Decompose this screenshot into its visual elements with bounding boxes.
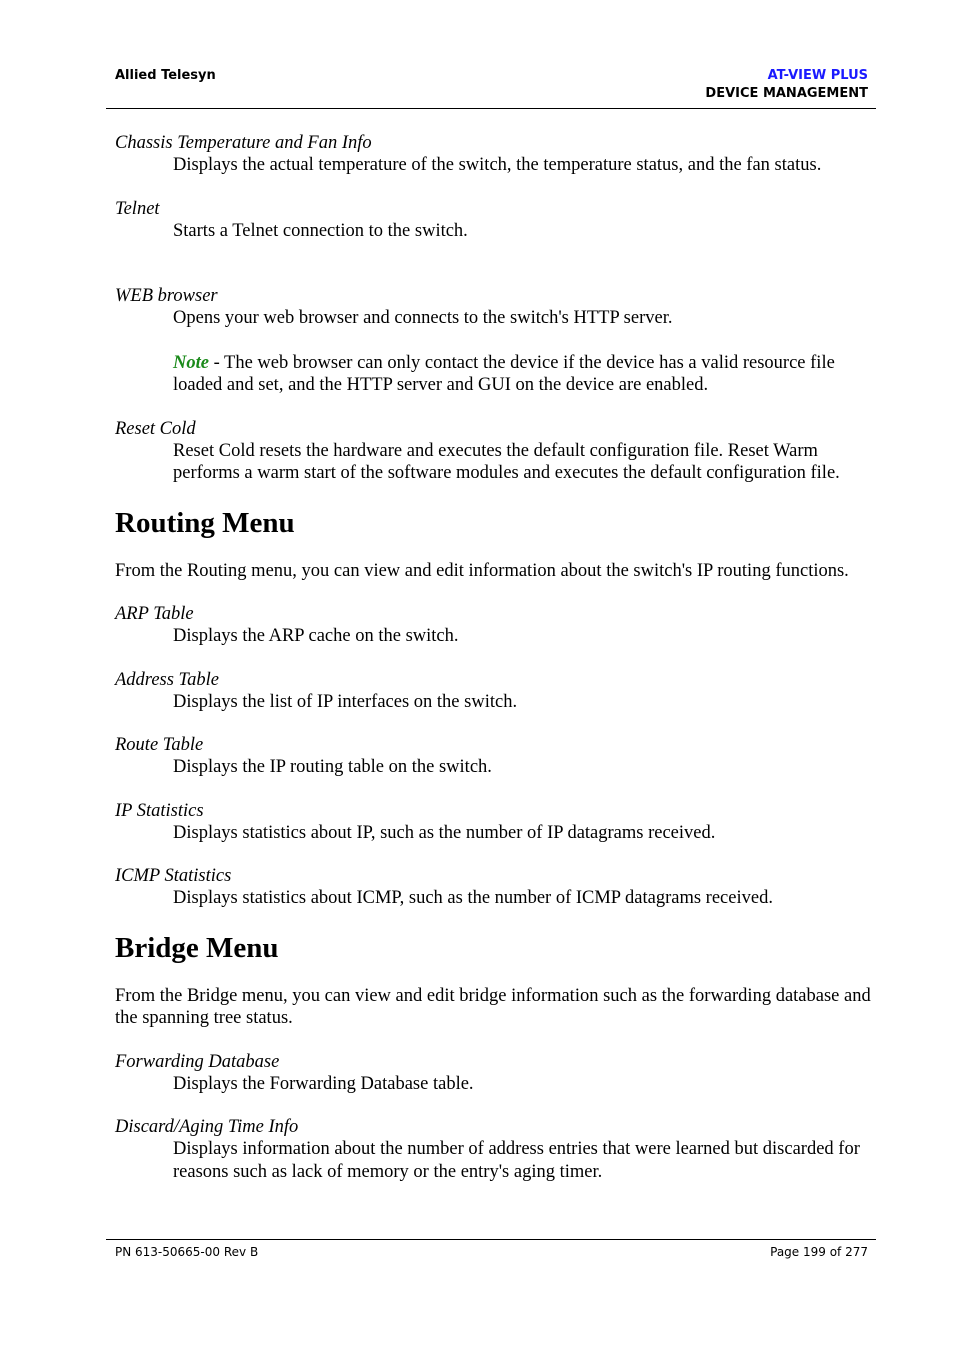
definition-entry [115,132,875,177]
definition-entry [115,865,875,910]
product-name: AT-VIEW PLUS [767,68,868,83]
page-footer [106,1239,876,1259]
definition-desc: Reset Cold resets the hardware and executes the default configuration file. Reset Warm performs a warm start of the software modules and executes the default configuration file. [173,440,840,483]
definition-entry [115,800,875,845]
definition-desc: Displays the list of IP interfaces on the switch. [173,691,518,712]
definition-entry [115,669,875,714]
definition-entry [115,198,875,243]
page-content [115,132,875,1204]
definition-entry [115,1116,875,1183]
routing-intro: From the Routing menu, you can view and edit information about the switch's IP routing functions. [115,560,849,581]
definition-term: IP Statistics [115,800,204,821]
definition-term: Chassis Temperature and Fan Info [115,133,372,153]
definition-term: ARP Table [115,604,194,624]
bridge-intro: From the Bridge menu, you can view and edit bridge information such as the forwarding database and the spanning tree status. [115,985,871,1028]
section-name: DEVICE MANAGEMENT [705,86,868,101]
definition-desc: Displays information about the number of address entries that were learned but discarded for reasons such as lack of memory or the entry's aging timer. [173,1139,860,1182]
part-number: PN 613-50665-00 Rev B [115,1245,259,1259]
definition-desc: Displays the ARP cache on the switch. [173,626,459,646]
definition-desc: Displays the Forwarding Database table. [173,1073,474,1094]
definition-desc: Displays statistics about ICMP, such as the number of ICMP datagrams received. [173,888,773,908]
note-paragraph [173,352,875,397]
page-header [106,64,876,109]
definition-entry [115,285,875,397]
definition-term: WEB browser [115,286,218,306]
definition-entry [115,734,875,779]
definition-entry [115,1051,875,1096]
definition-desc: Starts a Telnet connection to the switch. [173,220,468,241]
definition-desc: Displays the IP routing table on the switch. [173,757,492,777]
definition-desc: Displays statistics about IP, such as the number of IP datagrams received. [173,822,716,843]
definition-entry [115,418,875,485]
note-label: Note [173,352,209,373]
definition-desc: Displays the actual temperature of the switch, the temperature status, and the fan status. [173,155,822,175]
definition-term: Telnet [115,198,160,219]
bridge-menu-heading: Bridge Menu [115,931,279,964]
definition-term: ICMP Statistics [115,866,232,886]
company-name: Allied Telesyn [115,68,216,83]
page-number: Page 199 of 277 [770,1245,868,1259]
definition-term: Reset Cold [115,418,196,439]
definition-entry [115,603,875,648]
definition-term: Discard/Aging Time Info [115,1117,299,1137]
routing-menu-heading: Routing Menu [115,506,295,539]
definition-desc: Opens your web browser and connects to the switch's HTTP server. [173,308,673,328]
definition-term: Forwarding Database [115,1051,280,1072]
definition-term: Address Table [115,669,219,690]
definition-term: Route Table [115,735,204,755]
note-text: - The web browser can only contact the device if the device has a valid resource file loaded and set, and the HTTP server and GUI on the device are enabled. [173,352,835,395]
